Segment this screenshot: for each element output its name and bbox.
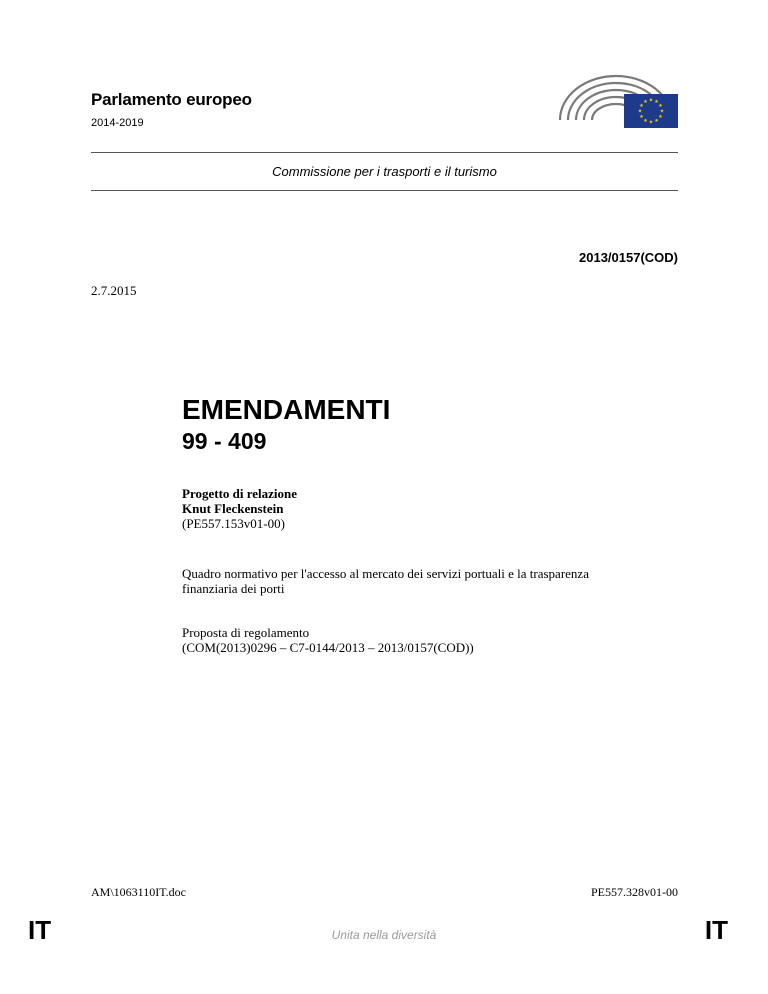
subject-line-2: finanziaria dei porti: [182, 581, 285, 596]
eu-star-icon: ★: [654, 119, 659, 125]
eu-star-icon: ★: [648, 120, 654, 126]
eu-star-icon: ★: [658, 104, 663, 110]
eu-motto: Unita nella diversità: [331, 928, 437, 942]
amendment-range: 99 - 409: [182, 428, 267, 454]
eu-star-icon: ★: [659, 109, 665, 115]
draft-report-reference: (PE557.153v01-00): [182, 516, 285, 531]
document-date: 2.7.2015: [91, 283, 137, 298]
eu-star-icon: ★: [637, 109, 643, 115]
committee-name: Commissione per i trasporti e il turismo: [272, 164, 497, 179]
header-divider-bottom: [91, 190, 678, 191]
eu-star-icon: ★: [639, 115, 644, 121]
proposal-block: [182, 625, 682, 655]
eu-star-icon: ★: [648, 98, 654, 104]
language-code-right: IT: [704, 915, 728, 945]
proposal-label: Proposta di regolamento: [182, 625, 310, 640]
organization-name: Parlamento europeo: [91, 90, 252, 109]
parliamentary-term: 2014-2019: [91, 117, 144, 129]
subject-line-1: Quadro normativo per l'accesso al mercato dei servizi portuali e la trasparenza: [182, 566, 589, 581]
draft-report-label: Progetto di relazione: [182, 486, 298, 501]
language-code-left: IT: [28, 915, 52, 945]
procedure-reference: 2013/0157(COD): [579, 250, 678, 265]
eu-star-icon: ★: [643, 100, 648, 106]
subject-block: [182, 566, 682, 596]
eu-star-icon: ★: [639, 104, 644, 110]
header-divider-top: [91, 152, 678, 153]
eu-star-icon: ★: [658, 115, 663, 121]
document-title: EMENDAMENTI: [182, 394, 391, 425]
draft-report-block: [182, 486, 682, 531]
eu-star-icon: ★: [643, 119, 648, 125]
eu-star-icon: ★: [654, 100, 659, 106]
footer-pe-number: PE557.328v01-00: [591, 885, 678, 899]
footer-document-name: AM\1063110IT.doc: [91, 885, 186, 899]
european-parliament-logo-icon: [552, 68, 678, 132]
proposal-reference: (COM(2013)0296 – C7-0144/2013 – 2013/0157(COD)): [182, 640, 474, 655]
rapporteur-name: Knut Fleckenstein: [182, 501, 284, 516]
